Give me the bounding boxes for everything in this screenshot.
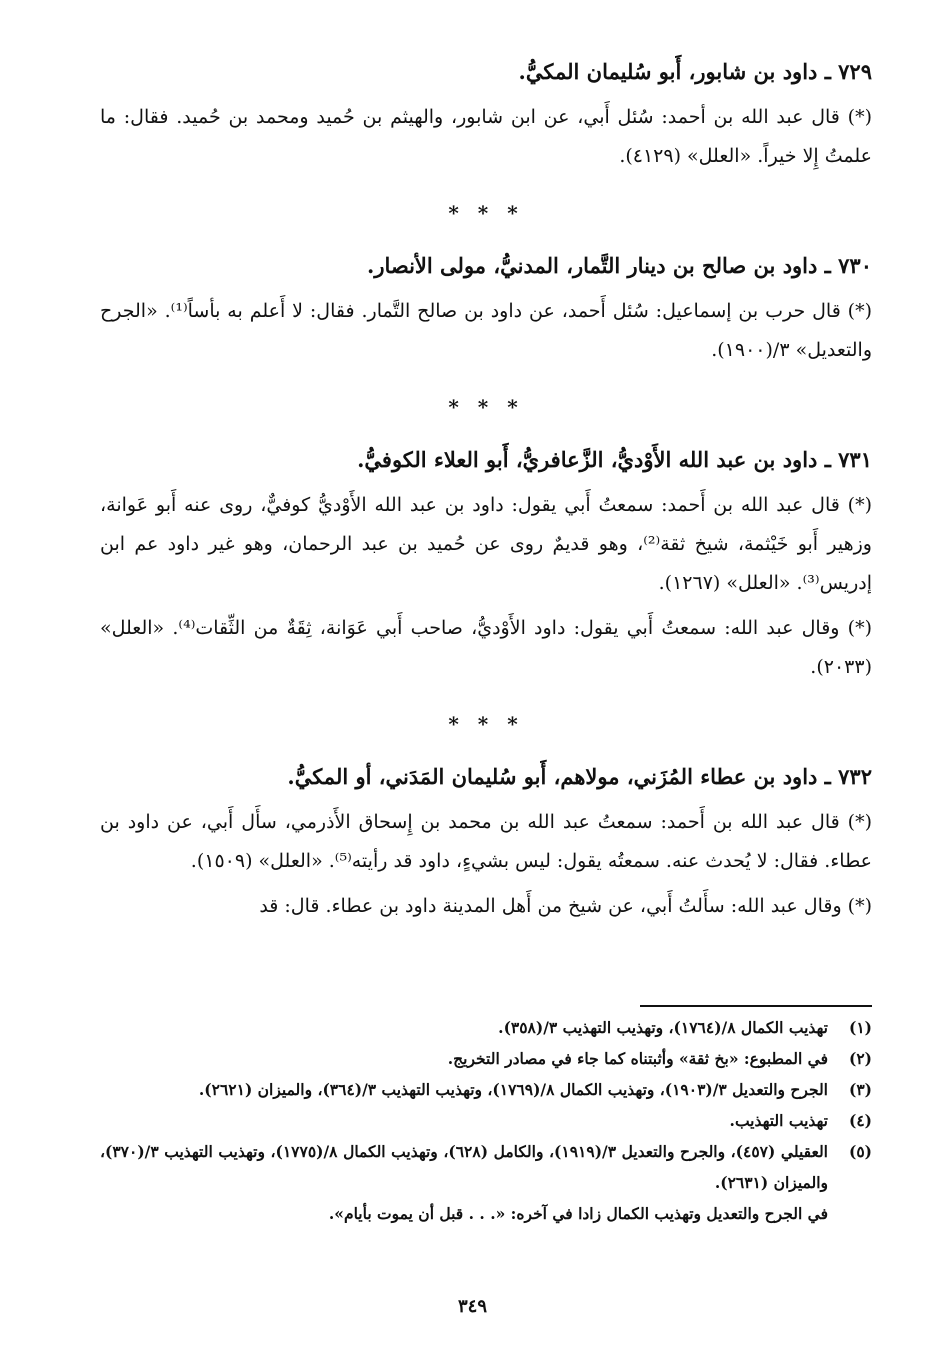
footnotes [100,1012,872,1229]
entry-729-paragraph-1: (*) قال عبد الله بن أحمد: سُئل أَبي، عن ابن شابور، والهيثم بن حُميد ومحمد بن حُميد. فقال: ما علمتُ إِلا خيراً. «العلل» (٤١٢٩). [100,106,872,167]
footnotes-divider [640,1005,872,1007]
page-body [100,52,872,926]
footnote-text: العقيلي (٤٥٧)، والجرح والتعديل ٣/(١٩١٩)، والكامل (٦٢٨)، وتهذيب الكمال ٨/(١٧٧٥)، وتهذيب التهذيب ٣/(٣٧٠)، والميزان (٢٦٣١). [100,1142,828,1192]
entry-732-paragraph-2: (*) وقال عبد الله: سأَلتُ أَبي، عن شيخ من أَهل المدينة داود بن عطاء. قال: قد [259,895,872,917]
entry-title-729: ٧٢٩ ـ داود بن شابور، أَبو سُليمان المكيُّ. [518,59,872,84]
footnote-number: (٥) [848,1142,872,1161]
section-separator: * * * [448,712,524,736]
entry-title-730: ٧٣٠ ـ داود بن صالح بن دينار التَّمار، المدنيُّ، مولى الأنصار. [367,253,872,278]
footnote-text: الجرح والتعديل ٣/(١٩٠٣)، وتهذيب الكمال ٨/(١٧٦٩)، وتهذيب التهذيب ٣/(٣٦٤)، والميزان (٢٦٢١). [198,1080,828,1099]
footnote-number: (٤) [848,1111,872,1130]
footnote-number: (١) [848,1018,872,1037]
entry-731-paragraph-2: (*) وقال عبد الله: سمعتُ أَبي يقول: داود الأَوْديُّ، صاحب أَبي عَوَانة، ثِقَةٌ من الثِّقات⁽⁴⁾. «العلل» (٢٠٣٣). [100,617,872,678]
entry-title-731: ٧٣١ ـ داود بن عبد الله الأَوْديُّ، الزَّعافريُّ، أَبو العلاء الكوفيُّ. [357,447,872,472]
entry-title-732: ٧٣٢ ـ داود بن عطاء المُزَني، مولاهم، أَبو سُليمان المَدَني، أو المكيُّ. [287,764,872,789]
section-separator: * * * [448,201,524,225]
footnote-1 [100,1012,872,1043]
footnote-text: تهذيب التهذيب. [729,1111,828,1130]
entry-730-paragraph-1: (*) قال حرب بن إسماعيل: سُئل أَحمد، عن داود بن صالح التَّمار. فقال: لا أَعلم به بأساً⁽¹⁾. «الجرح والتعديل» ٣/(١٩٠٠). [100,300,873,361]
footnote-text: في المطبوع: «بخ ثقة» وأثبتناه كما جاء في مصادر التخريج. [447,1049,828,1068]
footnote-3 [100,1074,872,1105]
entry-732-paragraph-1: (*) قال عبد الله بن أَحمد: سمعتُ عبد الله بن محمد بن إِسحاق الأَذرمي، سأَل أَبي، عن داود بن عطاء. فقال: لا يُحدث عنه. سمعتُه يقول: ليس بشيءٍ، داود قد رأيته⁽⁵⁾. «العلل» (١٥٠٩). [100,811,872,872]
footnote-5 [100,1136,872,1198]
footnote-4 [100,1105,872,1136]
footnote-2 [100,1043,872,1074]
footnote-text: تهذيب الكمال ٨/(١٧٦٤)، وتهذيب التهذيب ٣/(٣٥٨). [498,1018,828,1037]
footnote-5-extra: في الجرح والتعديل وتهذيب الكمال زادا في آخره: «. . . قبل أن يموت بأيام». [328,1204,828,1223]
page-number: ٣٤٩ [457,1296,487,1317]
footnote-number: (٣) [848,1080,872,1099]
footnote-number: (٢) [848,1049,872,1068]
section-separator: * * * [448,395,524,419]
entry-731-paragraph-1: (*) قال عبد الله بن أَحمد: سمعتُ أَبي يقول: داود بن عبد الله الأَوْديُّ كوفيٌّ، روى عنه أَبو عَوانة، وزهير أَبو خَيْثمة، شيخ ثقة⁽²⁾، وهو قديمٌ روى عن حُميد بن عبد الرحمان، وهو غير داود عم ابن إدريس⁽³⁾. «العلل» (١٢٦٧). [100,494,872,594]
